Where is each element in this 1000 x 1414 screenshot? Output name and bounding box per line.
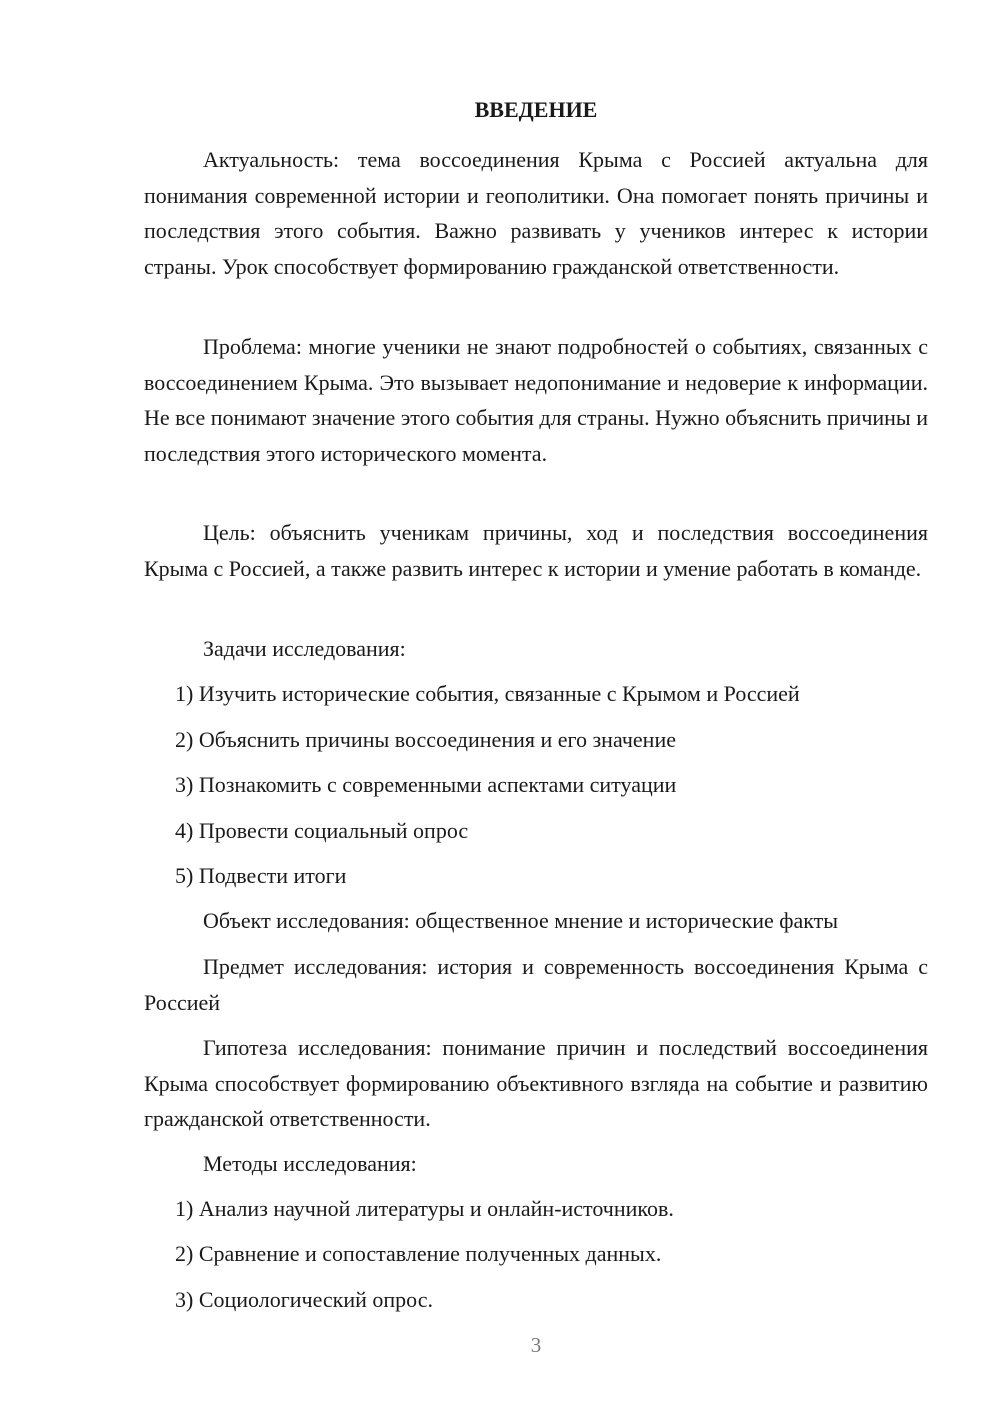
page-number: 3	[530, 1333, 542, 1357]
goal-paragraph: Цель: объяснить ученикам причины, ход и последствия воссоединения Крыма с Россией, а также развить интерес к истории и умение работать в команде.	[144, 520, 928, 581]
task-item: 2) Объяснить причины воссоединения и его значение	[175, 727, 676, 752]
method-item: 3) Социологический опрос.	[175, 1287, 433, 1312]
method-item: 2) Сравнение и сопоставление полученных данных.	[175, 1241, 662, 1266]
subject-paragraph: Предмет исследования: история и современность воссоединения Крыма с Россией	[144, 954, 928, 1015]
relevance-paragraph: Актуальность: тема воссоединения Крыма с Россией актуальна для понимания современной истории и геополитики. Она помогает понять причины и последствия этого события. Важно развивать у учеников интерес к истории страны. Урок способствует формированию гражданской ответственности.	[144, 147, 928, 279]
hypothesis-paragraph: Гипотеза исследования: понимание причин и последствий воссоединения Крыма способствует формированию объективного взгляда на событие и развитию гражданской ответственности.	[144, 1035, 928, 1131]
task-item: 5) Подвести итоги	[175, 863, 347, 888]
object-line: Объект исследования: общественное мнение и исторические факты	[203, 908, 839, 933]
task-item: 3) Познакомить с современными аспектами ситуации	[175, 772, 677, 797]
section-title: ВВЕДЕНИЕ	[474, 97, 598, 122]
problem-paragraph: Проблема: многие ученики не знают подробностей о событиях, связанных с воссоединением Крыма. Это вызывает недопонимание и недоверие к информации. Не все понимают значение этого события для страны. Нужно объяснить причины и последствия этого исторического момента.	[144, 334, 928, 466]
method-item: 1) Анализ научной литературы и онлайн-источников.	[175, 1196, 674, 1221]
tasks-heading: Задачи исследования:	[203, 636, 406, 661]
task-item: 4) Провести социальный опрос	[175, 818, 469, 843]
methods-heading: Методы исследования:	[203, 1151, 417, 1176]
task-item: 1) Изучить исторические события, связанные с Крымом и Россией	[175, 681, 800, 706]
